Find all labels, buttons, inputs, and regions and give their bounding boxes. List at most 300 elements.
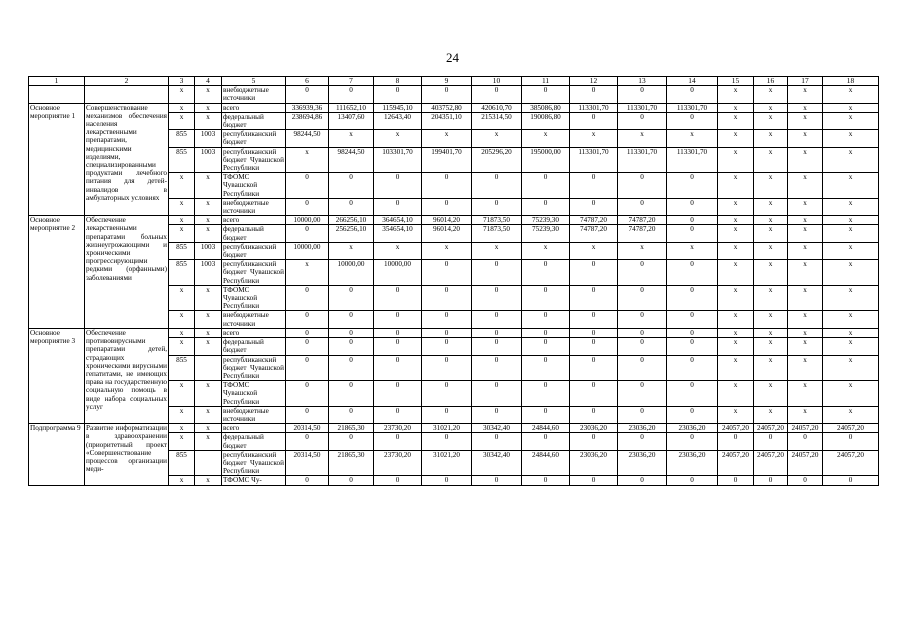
value-cell: 23036,20 bbox=[570, 450, 618, 476]
value-cell: 111652,10 bbox=[329, 103, 374, 112]
value-cell: x bbox=[754, 147, 788, 173]
value-cell: 0 bbox=[570, 198, 618, 215]
value-cell: 0 bbox=[522, 328, 570, 337]
code-cell: x bbox=[169, 406, 195, 423]
value-cell: x bbox=[718, 311, 754, 328]
value-cell: 0 bbox=[667, 406, 718, 423]
value-cell: 113301,70 bbox=[667, 147, 718, 173]
value-cell: x bbox=[422, 242, 472, 259]
value-cell: 0 bbox=[522, 433, 570, 450]
value-cell: 113301,70 bbox=[618, 103, 667, 112]
value-cell: 0 bbox=[667, 225, 718, 242]
value-cell: 0 bbox=[618, 285, 667, 311]
value-cell: 0 bbox=[286, 328, 329, 337]
value-cell: 20314,50 bbox=[286, 424, 329, 433]
value-cell: 0 bbox=[374, 173, 422, 199]
value-cell: 0 bbox=[522, 338, 570, 355]
column-number: 8 bbox=[374, 77, 422, 86]
source-cell: республиканский бюджет Чувашской Республики bbox=[223, 260, 284, 285]
value-cell: x bbox=[788, 311, 823, 328]
code-cell: 1003 bbox=[195, 147, 222, 173]
source-cell: внебюджетные источники bbox=[222, 311, 286, 328]
value-cell: 10000,00 bbox=[329, 260, 374, 286]
value-cell: 12643,40 bbox=[374, 112, 422, 129]
code-cell: x bbox=[195, 173, 222, 199]
source-cell: республиканский бюджет Чувашской Республики bbox=[223, 355, 284, 380]
column-number: 15 bbox=[718, 77, 754, 86]
value-cell: 74787,20 bbox=[618, 225, 667, 242]
column-number: 7 bbox=[329, 77, 374, 86]
value-cell: 0 bbox=[422, 433, 472, 450]
value-cell: 0 bbox=[374, 406, 422, 423]
value-cell: 0 bbox=[329, 198, 374, 215]
code-cell: x bbox=[169, 433, 195, 450]
program-description: Обеспечение противовирусными препаратами детей, страдающих хроническими вирусными гепатитами, не имеющих права на государственную социальную помощь в виде набора социальных услуг bbox=[85, 328, 169, 423]
value-cell: 21865,30 bbox=[329, 450, 374, 476]
value-cell: 0 bbox=[618, 338, 667, 355]
value-cell: 266256,10 bbox=[329, 216, 374, 225]
value-cell: 0 bbox=[718, 476, 754, 485]
value-cell: 0 bbox=[422, 86, 472, 103]
value-cell: x bbox=[823, 406, 879, 423]
value-cell: 0 bbox=[472, 406, 522, 423]
value-cell: 0 bbox=[570, 285, 618, 311]
code-cell: x bbox=[195, 381, 222, 407]
value-cell: 10000,00 bbox=[286, 242, 329, 259]
value-cell: 0 bbox=[286, 406, 329, 423]
code-cell: 1003 bbox=[195, 242, 222, 259]
value-cell: 354654,10 bbox=[374, 225, 422, 242]
value-cell: 0 bbox=[329, 311, 374, 328]
value-cell: 0 bbox=[329, 381, 374, 407]
value-cell: 0 bbox=[522, 311, 570, 328]
value-cell: 215314,50 bbox=[472, 112, 522, 129]
value-cell: 0 bbox=[522, 381, 570, 407]
value-cell: 0 bbox=[472, 328, 522, 337]
value-cell: x bbox=[754, 311, 788, 328]
source-cell: ТФОМС Чувашской Республики bbox=[222, 285, 286, 311]
value-cell: 74787,20 bbox=[570, 225, 618, 242]
value-cell: x bbox=[823, 86, 879, 103]
column-number: 6 bbox=[286, 77, 329, 86]
value-cell: 0 bbox=[667, 285, 718, 311]
value-cell: x bbox=[754, 260, 788, 286]
value-cell: x bbox=[788, 216, 823, 225]
column-number-row bbox=[29, 77, 879, 86]
column-number: 13 bbox=[618, 77, 667, 86]
value-cell: x bbox=[823, 328, 879, 337]
value-cell: x bbox=[754, 355, 788, 381]
value-cell: 0 bbox=[472, 86, 522, 103]
value-cell: 0 bbox=[618, 112, 667, 129]
value-cell: 0 bbox=[522, 260, 570, 286]
code-cell: x bbox=[169, 216, 195, 225]
value-cell: x bbox=[667, 242, 718, 259]
value-cell: x bbox=[823, 338, 879, 355]
code-cell: 1003 bbox=[195, 260, 222, 286]
program-description: Обеспечение лекарственными препаратами больных жизнеугрожающими и хроническими прогрессирующими редкими (орфанными) заболеваниями bbox=[85, 216, 169, 329]
value-cell: x bbox=[788, 173, 823, 199]
code-cell: x bbox=[169, 338, 195, 355]
program-title: Подпрограмма 9 bbox=[29, 424, 85, 485]
value-cell: 0 bbox=[472, 311, 522, 328]
value-cell: 23730,20 bbox=[374, 450, 422, 476]
code-cell: x bbox=[195, 225, 222, 242]
source-cell: федеральный бюджет bbox=[222, 112, 286, 129]
program-description: Совершенствование механизмов обеспечения населения лекарственными препаратами, медицинскими изделиями, специализированными продуктами лечебного питания для детей-инвалидов в амбулаторных условиях bbox=[85, 103, 169, 216]
source-cell: республиканский бюджет bbox=[222, 242, 286, 259]
source-cell: всего bbox=[222, 216, 286, 225]
code-cell: x bbox=[195, 112, 222, 129]
value-cell: x bbox=[522, 242, 570, 259]
value-cell: x bbox=[570, 130, 618, 147]
value-cell: 0 bbox=[374, 433, 422, 450]
value-cell: x bbox=[718, 242, 754, 259]
value-cell: 0 bbox=[286, 173, 329, 199]
source-cell: федеральный бюджет bbox=[222, 225, 286, 242]
value-cell: 0 bbox=[522, 406, 570, 423]
value-cell: x bbox=[718, 355, 754, 381]
value-cell: 24057,20 bbox=[718, 424, 754, 433]
value-cell: 0 bbox=[374, 285, 422, 311]
code-cell: x bbox=[195, 338, 222, 355]
value-cell: x bbox=[754, 130, 788, 147]
value-cell: x bbox=[472, 130, 522, 147]
value-cell: x bbox=[823, 260, 879, 286]
value-cell: 403752,80 bbox=[422, 103, 472, 112]
value-cell: 30342,40 bbox=[472, 450, 522, 476]
value-cell: 71873,50 bbox=[472, 216, 522, 225]
column-number: 9 bbox=[422, 77, 472, 86]
value-cell: x bbox=[718, 130, 754, 147]
value-cell: 0 bbox=[570, 381, 618, 407]
value-cell: 96014,20 bbox=[422, 216, 472, 225]
code-cell: 855 bbox=[169, 260, 195, 286]
value-cell: 0 bbox=[618, 406, 667, 423]
value-cell: 24057,20 bbox=[823, 424, 879, 433]
value-cell: 98244,50 bbox=[329, 147, 374, 173]
value-cell: x bbox=[754, 103, 788, 112]
value-cell: x bbox=[823, 311, 879, 328]
value-cell: x bbox=[718, 381, 754, 407]
value-cell: 0 bbox=[374, 338, 422, 355]
value-cell: 0 bbox=[718, 433, 754, 450]
value-cell: 24057,20 bbox=[754, 424, 788, 433]
value-cell: 30342,40 bbox=[472, 424, 522, 433]
value-cell: x bbox=[823, 216, 879, 225]
value-cell: x bbox=[823, 130, 879, 147]
code-cell: x bbox=[195, 285, 222, 311]
value-cell: 24057,20 bbox=[754, 450, 788, 476]
value-cell: x bbox=[788, 242, 823, 259]
code-cell: x bbox=[195, 328, 222, 337]
value-cell: 0 bbox=[570, 86, 618, 103]
value-cell: 0 bbox=[286, 381, 329, 407]
column-number: 3 bbox=[169, 77, 195, 86]
value-cell: 0 bbox=[618, 260, 667, 286]
value-cell: 0 bbox=[472, 355, 522, 381]
value-cell: 256256,10 bbox=[329, 225, 374, 242]
value-cell: x bbox=[754, 86, 788, 103]
value-cell: 0 bbox=[374, 86, 422, 103]
value-cell: 0 bbox=[472, 338, 522, 355]
source-cell: федеральный бюджет bbox=[222, 338, 286, 355]
value-cell: x bbox=[823, 198, 879, 215]
value-cell: 0 bbox=[667, 338, 718, 355]
value-cell: 75239,30 bbox=[522, 216, 570, 225]
value-cell: 0 bbox=[667, 311, 718, 328]
value-cell: x bbox=[823, 355, 879, 381]
value-cell: 0 bbox=[286, 198, 329, 215]
value-cell: 71873,50 bbox=[472, 225, 522, 242]
value-cell: 13407,60 bbox=[329, 112, 374, 129]
value-cell: x bbox=[823, 225, 879, 242]
value-cell: 0 bbox=[422, 355, 472, 381]
value-cell: x bbox=[286, 147, 329, 173]
value-cell: 0 bbox=[618, 328, 667, 337]
column-number: 18 bbox=[823, 77, 879, 86]
code-cell: x bbox=[195, 216, 222, 225]
value-cell: 0 bbox=[570, 406, 618, 423]
source-cell: всего bbox=[222, 328, 286, 337]
value-cell: 0 bbox=[422, 476, 472, 485]
page-number: 24 bbox=[446, 50, 459, 65]
code-cell: x bbox=[195, 311, 222, 328]
value-cell: x bbox=[618, 242, 667, 259]
value-cell: 0 bbox=[754, 476, 788, 485]
code-cell: x bbox=[169, 381, 195, 407]
value-cell: 195000,00 bbox=[522, 147, 570, 173]
value-cell: 23036,20 bbox=[667, 424, 718, 433]
value-cell: 0 bbox=[422, 406, 472, 423]
value-cell: x bbox=[754, 216, 788, 225]
value-cell: 0 bbox=[472, 433, 522, 450]
code-cell: x bbox=[195, 198, 222, 215]
source-cell: всего bbox=[222, 424, 286, 433]
value-cell: x bbox=[718, 338, 754, 355]
value-cell: x bbox=[422, 130, 472, 147]
program-title: Основное мероприятие 2 bbox=[29, 216, 85, 329]
value-cell: 0 bbox=[618, 311, 667, 328]
value-cell: 0 bbox=[667, 216, 718, 225]
code-cell: x bbox=[195, 433, 222, 450]
value-cell: 96014,20 bbox=[422, 225, 472, 242]
value-cell: 0 bbox=[472, 198, 522, 215]
value-cell: x bbox=[823, 242, 879, 259]
value-cell: 24844,60 bbox=[522, 424, 570, 433]
value-cell: 0 bbox=[329, 285, 374, 311]
value-cell: 0 bbox=[522, 198, 570, 215]
source-cell: ТФОМС Чувашской Республики bbox=[222, 381, 286, 407]
code-cell: x bbox=[195, 406, 222, 423]
code-cell: x bbox=[195, 476, 222, 485]
table-row bbox=[29, 103, 879, 112]
value-cell: 0 bbox=[472, 285, 522, 311]
value-cell: x bbox=[788, 328, 823, 337]
value-cell: x bbox=[788, 198, 823, 215]
value-cell: 0 bbox=[374, 476, 422, 485]
value-cell: 24844,60 bbox=[522, 450, 570, 476]
value-cell: 0 bbox=[667, 355, 718, 381]
value-cell: 0 bbox=[374, 328, 422, 337]
value-cell: 0 bbox=[667, 381, 718, 407]
value-cell: 238694,86 bbox=[286, 112, 329, 129]
value-cell: 24057,20 bbox=[718, 450, 754, 476]
code-cell: 855 bbox=[169, 355, 195, 381]
value-cell: x bbox=[754, 328, 788, 337]
code-cell bbox=[195, 355, 222, 381]
value-cell: x bbox=[754, 406, 788, 423]
value-cell: x bbox=[718, 260, 754, 286]
value-cell: 204351,10 bbox=[422, 112, 472, 129]
value-cell: x bbox=[618, 130, 667, 147]
value-cell: 0 bbox=[570, 173, 618, 199]
value-cell: x bbox=[718, 225, 754, 242]
value-cell: x bbox=[788, 147, 823, 173]
value-cell: x bbox=[718, 112, 754, 129]
value-cell: x bbox=[754, 225, 788, 242]
source-cell: внебюджетные источники bbox=[222, 198, 286, 215]
value-cell: 0 bbox=[667, 86, 718, 103]
value-cell: 23730,20 bbox=[374, 424, 422, 433]
value-cell: 0 bbox=[618, 355, 667, 381]
value-cell: x bbox=[754, 173, 788, 199]
code-cell: x bbox=[169, 198, 195, 215]
value-cell: 0 bbox=[570, 328, 618, 337]
value-cell: 364654,10 bbox=[374, 216, 422, 225]
value-cell: 0 bbox=[422, 338, 472, 355]
value-cell: 0 bbox=[570, 338, 618, 355]
value-cell: x bbox=[754, 242, 788, 259]
empty-cell bbox=[85, 86, 169, 103]
value-cell: x bbox=[718, 406, 754, 423]
value-cell: 0 bbox=[667, 476, 718, 485]
value-cell: 0 bbox=[618, 86, 667, 103]
column-number: 12 bbox=[570, 77, 618, 86]
code-cell: 855 bbox=[169, 130, 195, 147]
value-cell: 0 bbox=[422, 381, 472, 407]
value-cell: x bbox=[788, 112, 823, 129]
value-cell: 10000,00 bbox=[374, 260, 422, 286]
value-cell: 0 bbox=[329, 86, 374, 103]
table-row bbox=[29, 216, 879, 225]
value-cell: 0 bbox=[286, 433, 329, 450]
value-cell: 0 bbox=[788, 476, 823, 485]
value-cell: 23036,20 bbox=[618, 450, 667, 476]
value-cell: 0 bbox=[618, 173, 667, 199]
value-cell: 0 bbox=[286, 285, 329, 311]
value-cell: 0 bbox=[422, 173, 472, 199]
value-cell: 0 bbox=[329, 338, 374, 355]
source-cell: внебюджетные источники bbox=[222, 406, 286, 423]
value-cell: 0 bbox=[329, 328, 374, 337]
table-row bbox=[29, 86, 879, 103]
source-cell: республиканский бюджет Чувашской Республики bbox=[223, 450, 284, 476]
value-cell: x bbox=[472, 242, 522, 259]
source-cell: ТФОМС Чу- bbox=[222, 476, 286, 485]
value-cell: 0 bbox=[472, 260, 522, 286]
value-cell: x bbox=[522, 130, 570, 147]
column-number: 5 bbox=[222, 77, 286, 86]
value-cell: 0 bbox=[472, 173, 522, 199]
value-cell: x bbox=[169, 86, 195, 103]
program-description: Развитие информатизации в здравоохранении (приоритетный проект «Совершенствование процессов организации меди- bbox=[85, 424, 169, 485]
value-cell: x bbox=[788, 130, 823, 147]
value-cell: 0 bbox=[286, 355, 329, 381]
value-cell: 0 bbox=[570, 476, 618, 485]
program-title: Основное мероприятие 1 bbox=[29, 103, 85, 216]
code-cell: 855 bbox=[169, 450, 195, 476]
value-cell: x bbox=[788, 103, 823, 112]
source-cell: всего bbox=[222, 103, 286, 112]
value-cell: x bbox=[754, 198, 788, 215]
code-cell: x bbox=[169, 225, 195, 242]
column-number: 2 bbox=[85, 77, 169, 86]
value-cell: x bbox=[754, 112, 788, 129]
column-number: 17 bbox=[788, 77, 823, 86]
code-cell: 855 bbox=[169, 242, 195, 259]
value-cell: 0 bbox=[667, 260, 718, 286]
value-cell: 0 bbox=[667, 198, 718, 215]
source-cell: федеральный бюджет bbox=[222, 433, 286, 450]
value-cell: 21865,30 bbox=[329, 424, 374, 433]
value-cell: 0 bbox=[667, 173, 718, 199]
column-number: 4 bbox=[195, 77, 222, 86]
value-cell: 98244,50 bbox=[286, 130, 329, 147]
value-cell: 0 bbox=[472, 476, 522, 485]
value-cell: 0 bbox=[374, 198, 422, 215]
value-cell: x bbox=[286, 260, 329, 286]
code-cell: x bbox=[169, 424, 195, 433]
value-cell: 190086,80 bbox=[522, 112, 570, 129]
value-cell: 0 bbox=[522, 173, 570, 199]
value-cell: 0 bbox=[522, 476, 570, 485]
value-cell: 205296,20 bbox=[472, 147, 522, 173]
value-cell: 0 bbox=[823, 433, 879, 450]
code-cell: x bbox=[169, 112, 195, 129]
value-cell: 0 bbox=[329, 406, 374, 423]
value-cell: x bbox=[718, 198, 754, 215]
value-cell: 0 bbox=[618, 198, 667, 215]
code-cell: x bbox=[169, 328, 195, 337]
value-cell: x bbox=[374, 242, 422, 259]
value-cell: x bbox=[754, 338, 788, 355]
value-cell: x bbox=[718, 216, 754, 225]
value-cell: 0 bbox=[570, 260, 618, 286]
value-cell: 0 bbox=[570, 433, 618, 450]
value-cell: 0 bbox=[570, 112, 618, 129]
value-cell: 0 bbox=[522, 285, 570, 311]
value-cell: x bbox=[718, 285, 754, 311]
column-number: 14 bbox=[667, 77, 718, 86]
value-cell: 0 bbox=[329, 433, 374, 450]
value-cell: x bbox=[195, 86, 222, 103]
value-cell: 0 bbox=[422, 285, 472, 311]
value-cell: 336939,36 bbox=[286, 103, 329, 112]
value-cell: 0 bbox=[422, 311, 472, 328]
value-cell: 74787,20 bbox=[570, 216, 618, 225]
code-cell bbox=[195, 450, 222, 476]
value-cell: 420610,70 bbox=[472, 103, 522, 112]
value-cell: x bbox=[667, 130, 718, 147]
value-cell: x bbox=[718, 86, 754, 103]
value-cell: 75239,30 bbox=[522, 225, 570, 242]
budget-table bbox=[28, 76, 879, 486]
value-cell: 0 bbox=[618, 476, 667, 485]
value-cell: 23036,20 bbox=[570, 424, 618, 433]
value-cell: 0 bbox=[422, 328, 472, 337]
value-cell: 0 bbox=[329, 476, 374, 485]
